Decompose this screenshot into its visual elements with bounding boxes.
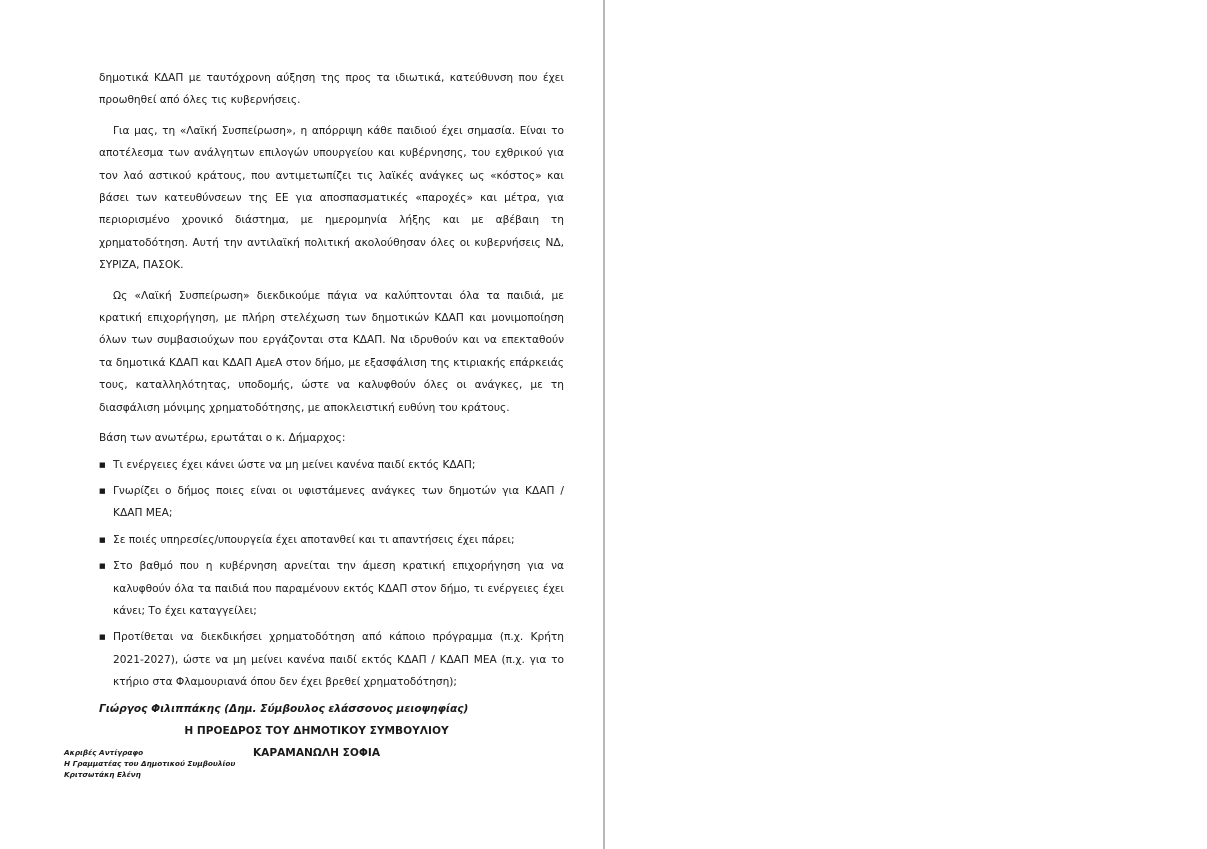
question-text: Στο βαθμό που η κυβέρνηση αρνείται την άμεση κρατική επιχορήγηση για να καλυφθούν όλα τα παιδιά που παραμένουν εκτός ΚΔΑΠ στον δήμο, τι ενέργειες έχει κάνει; Το έχει καταγγείλει; [113,560,564,617]
bullet-icon: ■ [99,535,106,544]
bullet-icon: ■ [99,633,106,642]
question-list [99,454,564,694]
bullet-icon: ■ [99,562,106,571]
question-text: Τι ενέργειες έχει κάνει ώστε να μη μείνει κανένα παιδί εκτός ΚΔΑΠ; [113,458,476,471]
blank-page [605,0,1207,849]
paragraph-3: Ως «Λαϊκή Συσπείρωση» διεκδικούμε πάγια να καλύπτονται όλα τα παιδιά, με κρατική επιχορήγηση, με πλήρη στελέχωση των δημοτικών ΚΔΑΠ και μονιμοποίηση όλων των συμβασιούχων που εργάζονται στα ΚΔΑΠ. Να ιδρυθούν και να επεκταθούν τα δημοτικά ΚΔΑΠ και ΚΔΑΠ ΑμεΑ στον δήμο, με εξασφάλιση της κτιριακής επάρκειάς τους, καταλληλότητας, υποδομής, ώστε να καλυφθούν όλες οι ανάγκες, με τη διασφάλιση μόνιμης χρηματοδότησης, με αποκλειστική ευθύνη του κράτους. [99,289,564,414]
signer-name: Γιώργος Φιλιππάκης (Δημ. Σύμβουλος ελάσσονος μειοψηφίας) [99,702,469,715]
bullet-icon: ■ [99,460,106,469]
question-item [99,529,564,551]
question-text: Γνωρίζει ο δήμος ποιες είναι οι υφιστάμενες ανάγκες των δημοτών για ΚΔΑΠ / ΚΔΑΠ ΜΕΑ; [113,484,564,520]
bullet-icon: ■ [99,486,106,495]
paragraph-2: Για μας, τη «Λαϊκή Συσπείρωση», η απόρριψη κάθε παιδιού έχει σημασία. Είναι το αποτέλεσμα των ανάλγητων επιλογών υπουργείου και κυβέρνησης, του εχθρικού για τον λαό αστικού κράτους, που αντιμετωπίζει τις λαϊκές ανάγκες ως «κόστος» και βάσει των κατευθύνσεων της ΕΕ για αποσπασματικές «παροχές» και μέτρα, για περιορισμένο χρονικό διάστημα, με ημερομηνία λήξης και με αβέβαιη τη χρηματοδότηση. Αυτή την αντιλαϊκή πολιτική ακολούθησαν όλες οι κυβερνήσεις ΝΔ, ΣΥΡΙΖΑ, ΠΑΣΟΚ. [99,124,564,272]
question-item [99,555,564,622]
document-page [0,0,603,849]
question-intro: Βάση των ανωτέρω, ερωτάται ο κ. Δήμαρχος: [99,432,346,445]
footer-line: Ακριβές Αντίγραφο [64,748,144,757]
president-title: Η ΠΡΟΕΔΡΟΣ ΤΟΥ ΔΗΜΟΤΙΚΟΥ ΣΥΜΒΟΥΛΙΟΥ [184,724,449,737]
page-content [99,67,564,764]
president-name: ΚΑΡΑΜΑΝΩΛΗ ΣΟΦΙΑ [252,746,381,759]
footer-line: Κριτσωτάκη Ελένη [64,770,141,779]
question-item [99,626,564,693]
question-item [99,480,564,525]
paragraph-1: δημοτικά ΚΔΑΠ με ταυτόχρονη αύξηση της προς τα ιδιωτικά, κατεύθυνση που έχει προωθηθεί από όλες τις κυβερνήσεις. [99,72,564,107]
certified-copy-footer [64,747,235,780]
question-text: Σε ποιές υπηρεσίες/υπουργεία έχει αποτανθεί και τι απαντήσεις έχει πάρει; [113,533,515,546]
question-text: Προτίθεται να διεκδικήσει χρηματοδότηση από κάποιο πρόγραμμα (π.χ. Κρήτη 2021-2027), ώστε να μη μείνει κανένα παιδί εκτός ΚΔΑΠ / ΚΔΑΠ ΜΕΑ (π.χ. για το κτήριο στα Φλαμουριανά όπου δεν έχει βρεθεί χρηματοδότηση); [113,631,564,689]
question-item [99,454,564,476]
footer-line: Η Γραμματέας του Δημοτικού Συμβουλίου [64,759,236,768]
